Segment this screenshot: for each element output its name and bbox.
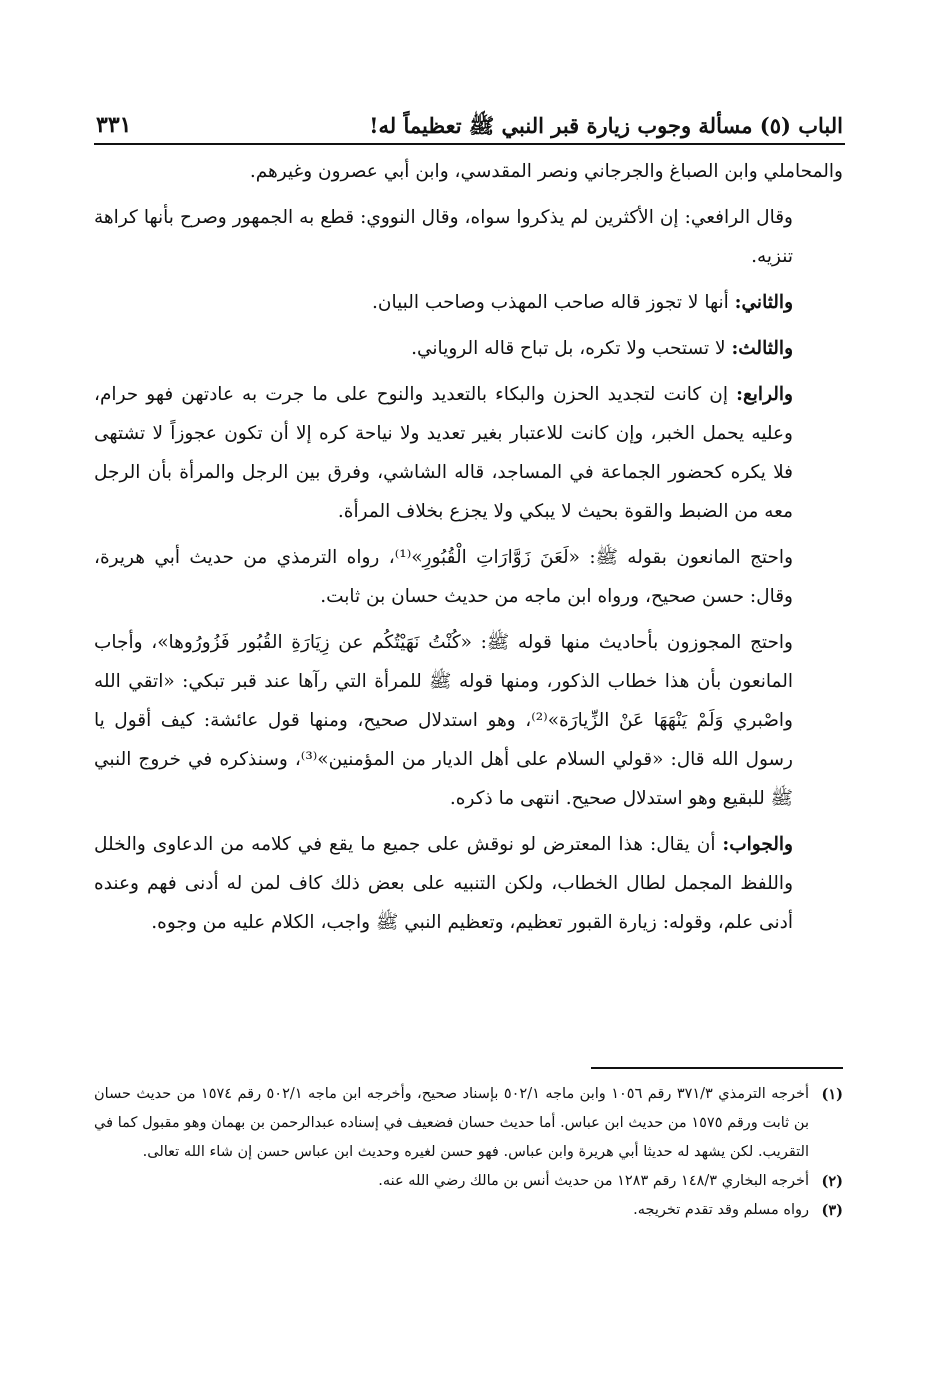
paragraph-6: واحتج المانعون بقوله ﷺ: «لَعَنَ زَوَّارَاتِ الْقُبُورِ»⁽¹⁾، رواه الترمذي من حديث أبي هريرة، وقال: حسن صحيح، ورواه ابن ماجه من حديث حسان بن ثابت. [94, 547, 794, 607]
paragraph-2: وقال الرافعي: إن الأكثرين لم يذكروا سواه، وقال النووي: قطع به الجمهور وصرح بأنها كراهة تنزيه. [94, 207, 793, 267]
paragraph-5-label: والرابع: [736, 384, 793, 405]
footnote-mark: (٢) [821, 1173, 843, 1190]
footnote-text: أخرجه الترمذي ٣٧١/٣ رقم ١٠٥٦ وابن ماجه ٥٠٢/١ بإسناد صحيح، وأخرجه ابن ماجه ٥٠٢/١ رقم ١٥٧٤ من حديث حسان بن ثابت ورقم ١٥٧٥ من حديث ابن عباس. أما حديث حسان فضعيف في إسناده عبدالرحمن بن بهمان وهو مقبول كما في التقريب. لكن يشهد له حديثا أبي هريرة وابن عباس. فهو حسن لغيره وحديث ابن عباس حسن إن شاء الله تعالى. [94, 1086, 809, 1160]
paragraph-4-text: لا تستحب ولا تكره، بل تباح قاله الروياني. [411, 338, 732, 359]
paragraph-3-label: والثاني: [734, 292, 793, 313]
main-text [94, 152, 843, 949]
paragraph-3-text: أنها لا تجوز قاله صاحب المهذب وصاحب البيان. [372, 292, 735, 313]
paragraph-5-text: إن كانت لتجديد الحزن والبكاء بالتعديد والنوح على ما جرت به عادتهن فهو حرام، وعليه يحمل الخبر، وإن كانت للاعتبار بغير تعديد ولا نياحة كره إلا أن تكون عجوزاً لا تشتهى فلا يكره كحضور الجماعة في المساجد، قاله الشاشي، وفرق بين الرجل والمرأة بأن الرجل معه من الضبط والقوة بحيث لا يبكي ولا يجزع بخلاف المرأة. [94, 384, 793, 522]
header-divider [94, 143, 845, 145]
footnote-3 [94, 1196, 843, 1225]
paragraph-1: والمحاملي وابن الصباغ والجرجاني ونصر المقدسي، وابن أبي عصرون وغيرهم. [249, 161, 843, 182]
footnote-text: رواه مسلم وقد تقدم تخريجه. [633, 1202, 809, 1218]
footnote-text: أخرجه البخاري ١٤٨/٣ رقم ١٢٨٣ من حديث أنس بن مالك رضي الله عنه. [378, 1173, 809, 1189]
paragraph-5 [94, 375, 843, 531]
running-title: الباب (٥) مسألة وجوب زيارة قبر النبي ﷺ تعظيماً له! [369, 113, 843, 138]
footnote-mark: (١) [821, 1086, 843, 1103]
footnotes [94, 1080, 843, 1225]
paragraph-8-text: أن يقال: هذا المعترض لو نوقش على جميع ما يقع في كلامه من الدعاوى والخلل واللفظ المجمل لطال الخطاب، ولكن التنبيه على بعض ذلك كاف لمن له أدنى فهم وعنده أدنى علم، وقوله: زيارة القبور تعظيم، وتعظيم النبي ﷺ واجب، الكلام عليه من وجوه. [94, 834, 793, 933]
paragraph-4 [94, 329, 843, 368]
page-number: ٣٣١ [96, 112, 132, 138]
footnote-divider [591, 1067, 843, 1069]
footnote-mark: (٣) [821, 1202, 843, 1219]
paragraph-7: واحتج المجوزون بأحاديث منها قوله ﷺ: «كُنْتُ نَهَيْتُكُم عن زِيَارَةِ القُبُور فَزُورُوها»، وأجاب المانعون بأن هذا خطاب الذكور، ومنها قوله ﷺ للمرأة التي رآها عند قبر تبكي: «اتقي الله واصْبري وَلَمْ يَنْهَهَا عَنْ الزِّيارَة»⁽²⁾، وهو استدلال صحيح، ومنها قول عائشة: كيف أقول يا رسول الله قال: «قولي السلام على أهل الديار من المؤمنين»⁽³⁾، وسنذكره في خروج النبي ﷺ للبقيع وهو استدلال صحيح. انتهى ما ذكره. [94, 632, 793, 809]
paragraph-8 [94, 825, 843, 942]
paragraph-4-label: والثالث: [731, 338, 793, 359]
paragraph-3 [94, 283, 843, 322]
page-header [96, 96, 843, 136]
paragraph-8-label: والجواب: [722, 834, 793, 855]
footnote-2 [94, 1167, 843, 1196]
footnote-1 [94, 1080, 843, 1167]
